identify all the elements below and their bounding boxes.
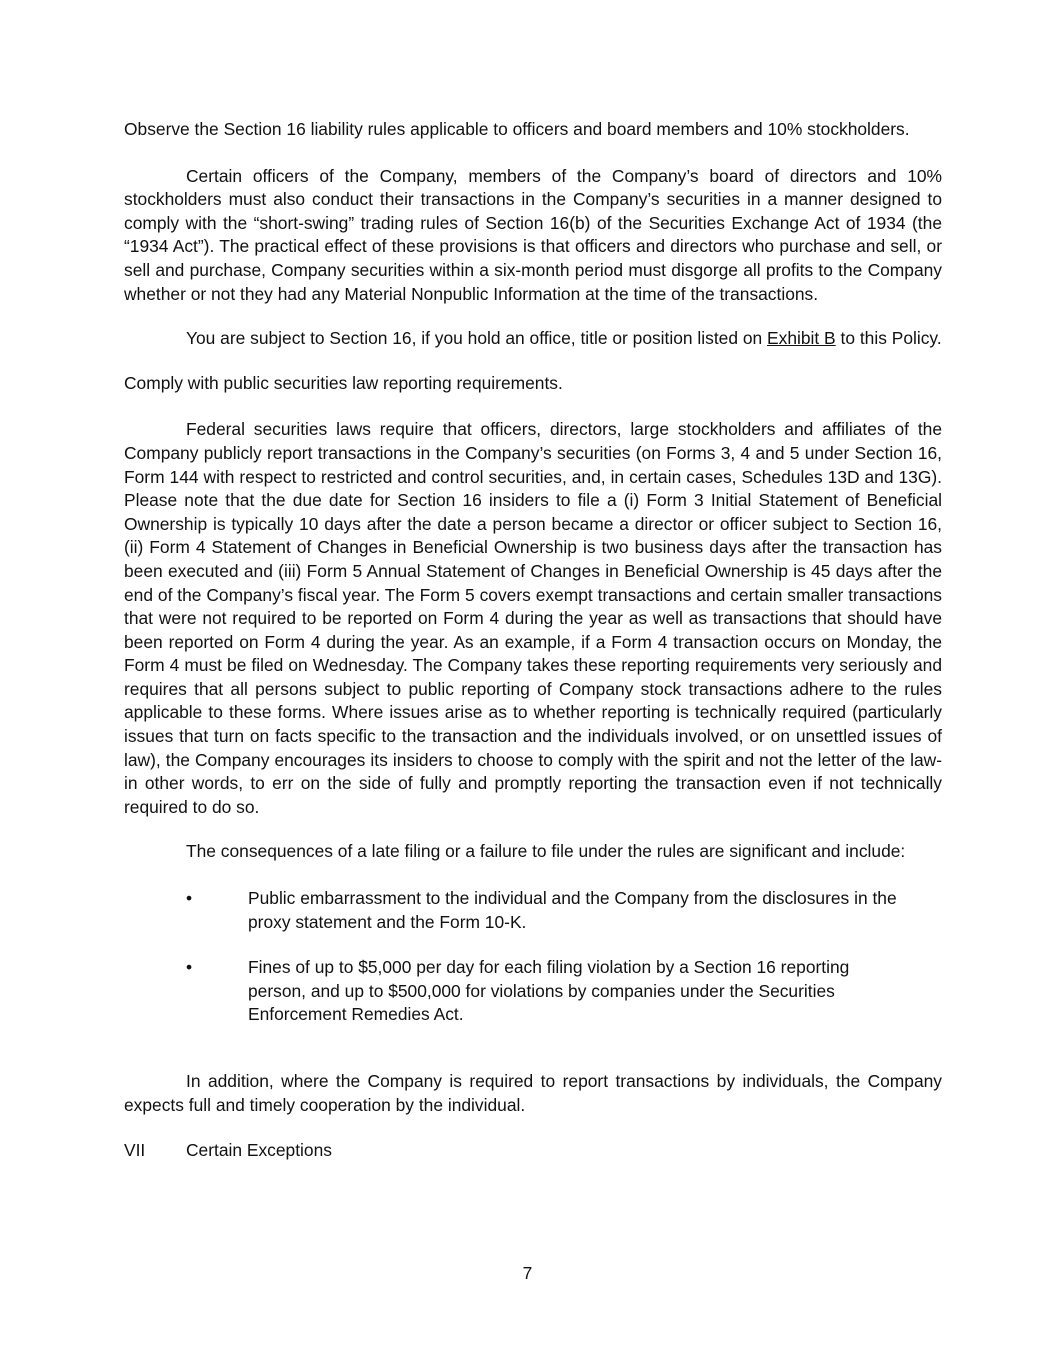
exhibit-b-link[interactable]: Exhibit B: [767, 328, 836, 349]
cooperation-paragraph: In addition, where the Company is required to report transactions by individuals, the Company expects full and timely cooperation by the individual.: [124, 1071, 942, 1115]
federal-reporting-paragraph: Federal securities laws require that officers, directors, large stockholders and affiliates of the Company publicly report transactions in the Company’s securities (on Forms 3, 4 and 5 under Section 16, Form 144 with respect to restricted and control securities, and, in certain cases, Schedules 13D and 13G). Please note that the due date for Section 16 insiders to file a (i) Form 3 Initial Statement of Beneficial Ownership is typically 10 days after the date a person became a director or officer subject to Section 16, (ii) Form 4 Statement of Changes in Beneficial Ownership is two business days after the transaction has been executed and (iii) Form 5 Annual Statement of Changes in Beneficial Ownership is 45 days after the end of the Company’s fiscal year. The Form 5 covers exempt transactions and certain smaller transactions that were not required to be reported on Form 4 during the year as well as transactions that should have been reported on Form 4 during the year. As an example, if a Form 4 transaction occurs on Monday, the Form 4 must be filed on Wednesday. The Company takes these reporting requirements very seriously and requires that all persons subject to public reporting of Company stock transactions adhere to the rules applicable to these forms. Where issues arise as to whether reporting is technically required (particularly issues that turn on facts specific to the transaction and the individuals involved, or on unsettled issues of law), the Company encourages its insiders to choose to comply with the spirit and not the letter of the law- in other words, to err on the side of fully and promptly reporting the transaction even if not technically required to do so.: [124, 419, 942, 817]
reporting-heading: Comply with public securities law reporting requirements.: [124, 372, 563, 393]
section-number: VII: [124, 1140, 146, 1161]
list-item: [124, 956, 942, 1027]
page-number: 7: [522, 1263, 533, 1283]
subject-prefix: You are subject to Section 16, if you hold an office, title or position listed on: [186, 328, 768, 349]
bullet-icon: •: [186, 888, 193, 909]
section-heading: [124, 1139, 942, 1163]
list-item-text: Public embarrassment to the individual and the Company from the disclosures in the proxy statement and the Form 10-K.: [248, 888, 897, 932]
subject-paragraph: [124, 327, 942, 351]
bullet-icon: •: [186, 957, 193, 978]
list-item-text: Fines of up to $5,000 per day for each filing violation by a Section 16 reporting person, and up to $500,000 for violations by companies under the Securities Enforcement Remedies Act.: [248, 957, 850, 1025]
section16-heading: Observe the Section 16 liability rules applicable to officers and board members and 10% stockholders.: [124, 119, 910, 139]
section-title: Certain Exceptions: [186, 1140, 332, 1161]
document-body: [124, 118, 942, 1163]
list-item: [124, 887, 942, 934]
consequences-paragraph: The consequences of a late filing or a failure to file under the rules are significant and include:: [186, 841, 906, 862]
subject-suffix: to this Policy.: [835, 328, 942, 349]
consequences-list: [124, 887, 942, 1027]
short-swing-paragraph: Certain officers of the Company, members of the Company’s board of directors and 10% stockholders must also conduct their transactions in the Company’s securities in a manner designed to comply with the “short-swing” trading rules of Section 16(b) of the Securities Exchange Act of 1934 (the “1934 Act”). The practical effect of these provisions is that officers and directors who purchase and sell, or sell and purchase, Company securities within a six-month period must disgorge all profits to the Company whether or not they had any Material Nonpublic Information at the time of the transactions.: [124, 165, 942, 304]
